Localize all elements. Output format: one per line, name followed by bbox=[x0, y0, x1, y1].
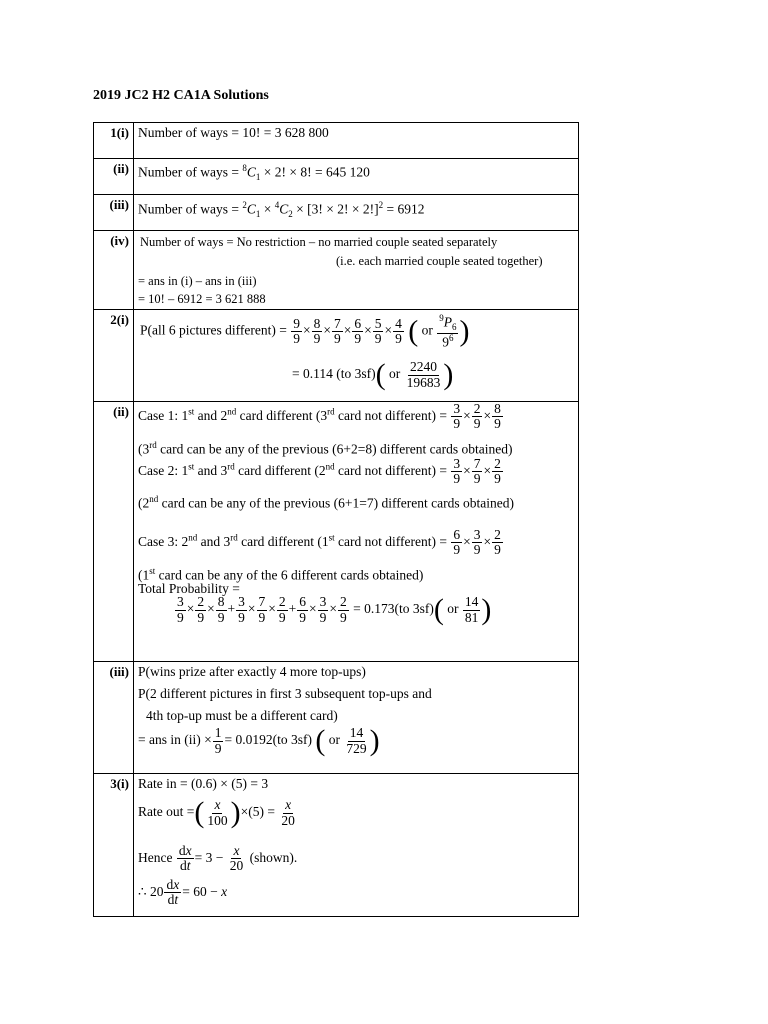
therefore-equation: ∴ 20 $\frac{dx}{dt}$ = 60 − x bbox=[138, 877, 228, 908]
question-label: (ii) bbox=[94, 159, 134, 194]
answer-1ii: Number of ways = $^8C_1 \times 2$! × 8! = 645 120 bbox=[138, 163, 370, 183]
row-2ii bbox=[94, 401, 578, 661]
question-label: (iii) bbox=[94, 195, 134, 230]
page-title: 2019 JC2 H2 CA1A Solutions bbox=[93, 88, 269, 103]
row-2iii bbox=[94, 661, 578, 773]
question-label: (iv) bbox=[94, 231, 134, 309]
hence-shown: Hence $\frac{dx}{dt}$ = 3 − $\frac{x}{20}$ (shown). bbox=[138, 843, 298, 874]
case3-note: (1st card can be any of the 6 different cards obtained) bbox=[138, 566, 424, 583]
row-2i bbox=[94, 309, 578, 401]
case1-line: Case 1: 1st and 2nd card different (3rd card not different) = $\frac{3}{9}$ × $\frac{2}{9}$ × $\frac{8}{9}$ bbox=[138, 401, 501, 432]
question-label: 3(i) bbox=[94, 774, 134, 916]
case1-note: (3rd card can be any of the previous (6+2=8) different cards obtained) bbox=[138, 440, 513, 457]
answer-1iv-line1: Number of ways = No restriction – no married couple seated separately bbox=[140, 235, 498, 249]
answer-2iii-line1: P(wins prize after exactly 4 more top-ups) bbox=[138, 664, 366, 679]
total-probability-expression: $\frac{3}{9}$ × $\frac{2}{9}$ × $\frac{8}{9}$ + $\frac{3}{9}$ × $\frac{7}{9}$ × $\frac{2}{9}$ + $\frac{6}{9}$ × $\frac{3}{9}$ × $\frac{2}{9}$ = 0.173(to 3sf)( or $\frac{14}{81}$ ) bbox=[177, 593, 492, 626]
solutions-table bbox=[93, 122, 579, 917]
question-label: 2(i) bbox=[94, 310, 134, 401]
row-1i bbox=[94, 123, 578, 158]
answer-1iv-line3: = ans in (i) – ans in (iii) bbox=[138, 274, 257, 288]
rate-in: Rate in = (0.6) × (5) = 3 bbox=[138, 776, 269, 791]
question-label: (iii) bbox=[94, 662, 134, 773]
question-label: (ii) bbox=[94, 402, 134, 661]
rate-out: Rate out =( $\frac{x}{100}$ )×(5) = $\frac{x}{20}$ bbox=[138, 796, 295, 829]
answer-1iv-line4: = 10! – 6912 = 3 621 888 bbox=[138, 292, 266, 306]
answer-2i-line2: = 0.114 (to 3sf)( or $\frac{2240}{19683}$ ) bbox=[292, 358, 454, 391]
case2-note: (2nd card can be any of the previous (6+1=7) different cards obtained) bbox=[138, 494, 514, 511]
answer-1iii: Number of ways = $^2C_1 \times ^4C_2 \times [3$! × 2! × 2!]$^2$ = 6912 bbox=[138, 200, 425, 220]
row-1iii bbox=[94, 194, 578, 230]
case3-line: Case 3: 2nd and 3rd card different (1st card not different) = $\frac{6}{9}$ × $\frac{3}{9}$ × $\frac{2}{9}$ bbox=[138, 527, 501, 558]
total-probability-label: Total Probability = bbox=[138, 581, 240, 596]
answer-2iii-line2: P(2 different pictures in first 3 subsequent top-ups and bbox=[138, 686, 432, 701]
row-3i bbox=[94, 773, 578, 916]
answer-2iii-line3: 4th top-up must be a different card) bbox=[146, 708, 338, 723]
case2-line: Case 2: 1st and 3rd card different (2nd card not different) = $\frac{3}{9}$ × $\frac{7}{9}$ × $\frac{2}{9}$ bbox=[138, 456, 501, 487]
row-1iv bbox=[94, 230, 578, 309]
answer-1iv-line2: (i.e. each married couple seated together) bbox=[336, 254, 543, 268]
answer-1i: Number of ways = 10! = 3 628 800 bbox=[138, 125, 329, 140]
answer-2i-line1: P(all 6 pictures different) = $\frac{9}{9}$ × $\frac{8}{9}$ × $\frac{7}{9}$ × $\frac{6}{9}$ × $\frac{5}{9}$ × $\frac{4}{9}$ ( or $\frac{^9P_6}{9^6}$ ) bbox=[140, 313, 470, 350]
answer-2iii-line4: = ans in (ii) × $\frac{1}{9}$ = 0.0192(to 3sf) ( or $\frac{14}{729}$ ) bbox=[138, 724, 380, 757]
row-1ii bbox=[94, 158, 578, 194]
question-label: 1(i) bbox=[94, 123, 134, 158]
